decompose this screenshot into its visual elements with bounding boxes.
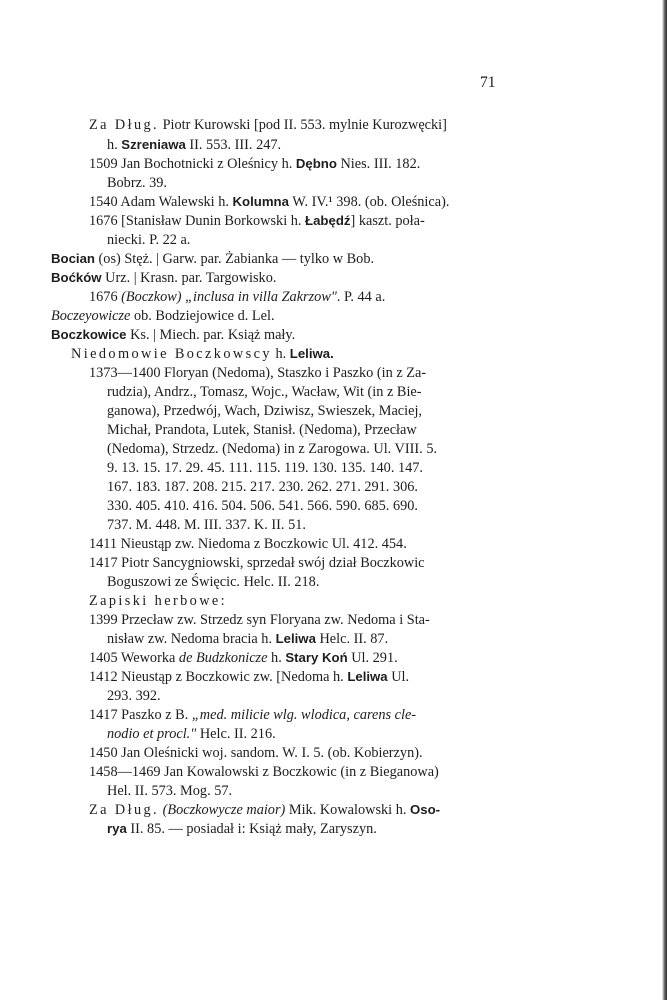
bold-term: rya — [107, 821, 127, 836]
text-line — [89, 669, 409, 686]
text-line — [51, 251, 374, 268]
spaced-term: Niedomowie Boczkowscy — [71, 346, 272, 362]
italic-term: nodio et procl." — [107, 726, 197, 742]
text-span: 1411 Nieustąp zw. Niedoma z Boczkowic Ul. 412. 454. — [89, 536, 407, 552]
text-line — [89, 365, 426, 382]
text-line — [107, 574, 319, 591]
text-line — [51, 270, 276, 287]
bold-term: Oso- — [410, 802, 441, 817]
text-span: Nies. III. 182. — [336, 156, 421, 172]
text-span: Ul. — [387, 669, 410, 685]
text-line — [89, 650, 398, 667]
text-span: h. — [271, 346, 290, 362]
text-span: 1417 Paszko z B. — [89, 707, 192, 723]
text-line — [89, 156, 420, 173]
page-number: 71 — [480, 74, 496, 91]
text-span: Ul. 291. — [347, 650, 398, 666]
bold-term: Łabędź — [305, 213, 351, 228]
text-span: II. 85. — posiadał i: Książ mały, Zaryszyn. — [126, 821, 377, 837]
text-span: ] kaszt. poła- — [350, 213, 425, 229]
spaced-term: Za Dług. — [89, 802, 160, 818]
bold-term: Dębno — [295, 156, 337, 171]
text-span: ganowa), Przedwój, Wach, Dziwisz, Swieszek, Maciej, — [107, 403, 423, 419]
bold-term: Kolumna — [232, 194, 289, 209]
text-line — [89, 745, 423, 762]
italic-term: (Boczkowycze maior) — [162, 802, 286, 818]
italic-term: Boczeyowicze — [51, 308, 131, 324]
page-edge-shadow — [662, 0, 667, 1000]
spaced-term: Zapiski herbowe: — [89, 593, 228, 609]
text-span: 1676 — [89, 289, 122, 305]
bold-term: Boczkowice — [51, 327, 127, 342]
text-span: nisław zw. Nedoma bracia h. — [107, 631, 276, 647]
text-span: W. IV.¹ 398. (ob. Oleśnica). — [288, 194, 450, 210]
text-span: 1540 Adam Walewski h. — [89, 194, 233, 210]
bold-term: Bocian — [51, 251, 95, 266]
text-line — [89, 117, 447, 134]
text-span: h. — [107, 137, 122, 153]
text-line — [51, 327, 295, 344]
text-line — [107, 137, 281, 154]
text-line — [107, 460, 423, 477]
text-line — [107, 384, 422, 401]
text-line — [107, 821, 377, 838]
bold-term: Boćków — [51, 270, 102, 285]
text-span: . P. 44 a. — [336, 289, 386, 305]
text-span: 1509 Jan Bochotnicki z Oleśnicy h. — [89, 156, 296, 172]
text-line — [107, 688, 161, 705]
text-line — [107, 175, 167, 192]
text-line — [107, 726, 276, 743]
text-span: 330. 405. 410. 416. 504. 506. 541. 566. 590. 685. 690. — [107, 498, 418, 514]
text-span: Bobrz. 39. — [107, 175, 167, 191]
text-span: Michał, Prandota, Lutek, Stanisł. (Nedoma), Przecław — [107, 422, 417, 438]
text-span: 167. 183. 187. 208. 215. 217. 230. 262. 271. 291. 306. — [107, 479, 418, 495]
text-span: 1676 [Stanisław Dunin Borkowski h. — [89, 213, 306, 229]
italic-term: (Boczkow) „inclusa in villa Zakrzow" — [121, 289, 337, 305]
text-line — [107, 498, 418, 515]
text-span: ob. Bodziejowice d. Lel. — [130, 308, 275, 324]
bold-term: Leliwa — [347, 669, 388, 684]
text-span: 1450 Jan Oleśnicki woj. sandom. W. I. 5. (ob. Kobierzyn). — [89, 745, 423, 761]
text-span: 1417 Piotr Sancygniowski, sprzedał swój dział Boczkowic — [89, 555, 425, 571]
text-line — [89, 764, 439, 781]
text-line — [89, 707, 416, 724]
text-line — [89, 593, 227, 610]
text-line — [71, 346, 334, 363]
text-span: 1373—1400 Floryan (Nedoma), Staszko i Paszko (in z Za- — [89, 365, 427, 381]
text-line — [107, 403, 422, 420]
text-line — [89, 612, 430, 629]
text-span: (Nedoma), Strzedz. (Nedoma) in z Zarogowa. Ul. VIII. 5. — [107, 441, 438, 457]
text-span: Urz. | Krasn. par. Targowisko. — [101, 270, 277, 286]
text-span: Ks. | Miech. par. Książ mały. — [126, 327, 296, 343]
text-span: 9. 13. 15. 17. 29. 45. 111. 115. 119. 130. 135. 140. 147. — [107, 460, 423, 476]
text-span: Helc. II. 216. — [196, 726, 276, 742]
text-span: h. — [267, 650, 286, 666]
text-span: 1458—1469 Jan Kowalowski z Boczkowic (in z Bieganowa) — [89, 764, 439, 780]
text-span: 293. 392. — [107, 688, 161, 704]
text-line — [51, 308, 275, 325]
text-line — [89, 194, 449, 211]
italic-term: „med. milicie wlg. wlodica, carens cle- — [191, 707, 417, 723]
text-line — [107, 232, 190, 249]
text-span: II. 553. III. 247. — [185, 137, 282, 153]
spaced-term: Za Dług. — [89, 117, 160, 133]
text-line — [89, 802, 440, 819]
text-span: niecki. P. 22 a. — [107, 232, 191, 248]
text-span: Piotr Kurowski [pod II. 553. mylnie Kurozwęcki] — [159, 117, 447, 133]
text-span: 1405 Weworka — [89, 650, 179, 666]
bold-term: Leliwa — [275, 631, 316, 646]
text-span: (os) Stęż. | Garw. par. Żabianka — tylko w Bob. — [94, 251, 375, 267]
text-span: Helc. II. 87. — [315, 631, 389, 647]
text-line — [107, 517, 306, 534]
text-span: Boguszowi ze Święcic. Helc. II. 218. — [107, 574, 320, 590]
text-span: 737. M. 448. M. III. 337. K. II. 51. — [107, 517, 306, 533]
text-line — [107, 783, 232, 800]
text-line — [89, 289, 385, 306]
text-span: Hel. II. 573. Mog. 57. — [107, 783, 233, 799]
italic-term: de Budzkonicze — [178, 650, 268, 666]
bold-term: Leliwa. — [289, 346, 334, 361]
text-line — [107, 422, 417, 439]
bold-term: Stary Koń — [285, 650, 348, 665]
text-line — [89, 213, 425, 230]
text-line — [107, 479, 418, 496]
text-line — [89, 555, 425, 572]
text-line — [89, 536, 407, 553]
bold-term: Szreniawa — [121, 137, 186, 152]
text-span: 1399 Przecław zw. Strzedz syn Floryana zw. Nedoma i Sta- — [89, 612, 430, 628]
text-span: Mik. Kowalowski h. — [285, 802, 410, 818]
text-span: 1412 Nieustąp z Boczkowic zw. [Nedoma h. — [89, 669, 348, 685]
text-line — [107, 441, 437, 458]
text-line — [107, 631, 388, 648]
text-span: rudzia), Andrz., Tomasz, Wojc., Wacław, Wit (in z Bie- — [107, 384, 422, 400]
